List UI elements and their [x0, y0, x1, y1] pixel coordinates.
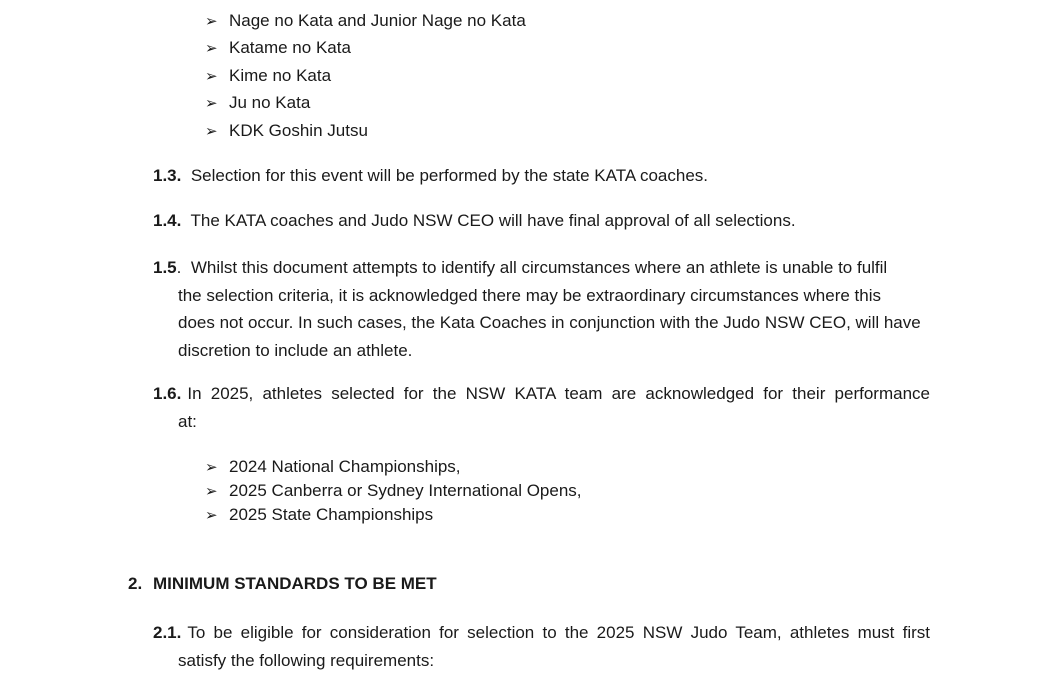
- section-number: 2.: [128, 574, 143, 593]
- arrow-bullet-icon: ➢: [205, 506, 218, 524]
- arrow-bullet-icon: ➢: [205, 12, 218, 30]
- clause-number: 1.3.: [153, 166, 182, 185]
- clause-line: [153, 380, 930, 408]
- kata-list-item-text: KDK Goshin Jutsu: [229, 121, 368, 140]
- clause-text: The KATA coaches and Judo NSW CEO will have final approval of all selections.: [190, 211, 796, 230]
- kata-list-item: [205, 91, 310, 115]
- clause-line: discretion to include an athlete.: [178, 340, 413, 360]
- clause-1-5: [153, 254, 930, 364]
- event-list-item: [205, 479, 582, 503]
- clause-text: Selection for this event will be performed by the state KATA coaches.: [190, 166, 709, 185]
- arrow-bullet-icon: ➢: [205, 94, 218, 112]
- kata-list-item: [205, 64, 331, 88]
- clause-line: satisfy the following requirements:: [178, 650, 435, 670]
- clause-text: To be eligible for consideration for selection to the 2025 NSW Judo Team, athletes must first: [187, 623, 930, 642]
- clause-1-3: [153, 162, 930, 190]
- kata-list-item-text: Katame no Kata: [229, 38, 351, 57]
- clause-number: 1.5: [153, 258, 177, 277]
- kata-list-item-text: Ju no Kata: [229, 93, 311, 112]
- clause-number: 2.1.: [153, 623, 182, 642]
- clause-text: Whilst this document attempts to identify all circumstances where an athlete is unable to fulfil: [190, 258, 888, 277]
- section-title: MINIMUM STANDARDS TO BE MET: [153, 574, 437, 593]
- clause-line: [153, 254, 930, 282]
- kata-list-item: [205, 119, 368, 143]
- arrow-bullet-icon: ➢: [205, 122, 218, 140]
- clause-number-dot: .: [176, 258, 182, 277]
- arrow-bullet-icon: ➢: [205, 482, 218, 500]
- arrow-bullet-icon: ➢: [205, 39, 218, 57]
- clause-2-1: [153, 619, 930, 674]
- clause-line: [153, 619, 930, 647]
- arrow-bullet-icon: ➢: [205, 458, 218, 476]
- event-list-item-text: 2024 National Championships,: [229, 457, 461, 476]
- kata-list-item-text: Nage no Kata and Junior Nage no Kata: [229, 11, 526, 30]
- event-list-item-text: 2025 State Championships: [229, 505, 434, 524]
- clause-line: at:: [178, 411, 197, 431]
- event-list-item: [205, 455, 461, 479]
- kata-list-item: [205, 36, 351, 60]
- section-heading: [128, 570, 437, 597]
- clause-number: 1.6.: [153, 384, 182, 403]
- clause-text: In 2025, athletes selected for the NSW KATA team are acknowledged for their performance: [187, 384, 930, 403]
- clause-number: 1.4.: [153, 211, 182, 230]
- event-list-item: [205, 503, 433, 527]
- clause-line: does not occur. In such cases, the Kata Coaches in conjunction with the Judo NSW CEO, will have: [178, 313, 921, 332]
- arrow-bullet-icon: ➢: [205, 67, 218, 85]
- kata-list-item: [205, 9, 526, 33]
- event-list-item-text: 2025 Canberra or Sydney International Opens,: [229, 481, 582, 500]
- clause-1-4: [153, 207, 930, 235]
- clause-line: the selection criteria, it is acknowledged there may be extraordinary circumstances where this: [178, 285, 881, 305]
- kata-list-item-text: Kime no Kata: [229, 66, 332, 85]
- clause-1-6: [153, 380, 930, 435]
